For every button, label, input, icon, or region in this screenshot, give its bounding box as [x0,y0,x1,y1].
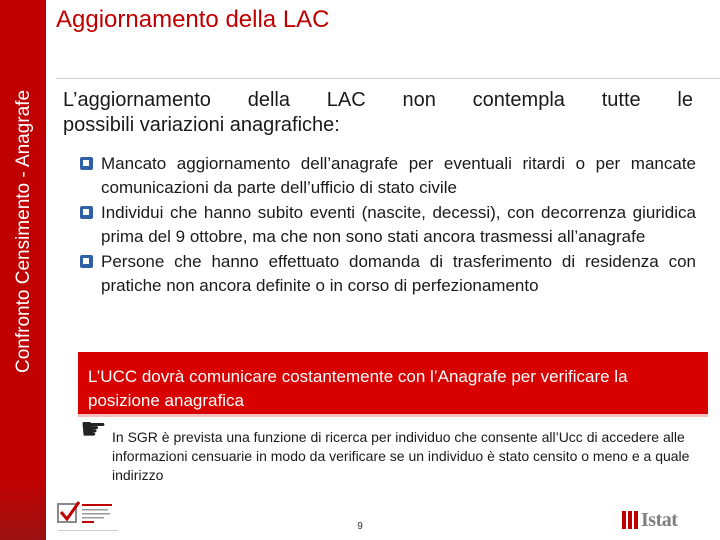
title-divider [56,78,720,79]
intro-line-2: possibili variazioni anagrafiche: [63,114,340,136]
intro-text [63,88,693,138]
highlight-box: L’UCC dovrà comunicare costantemente con l’Anagrafe per verificare la posizione anagrafica [78,352,708,414]
pointing-hand-icon: ☛ [80,413,107,446]
slide-title: Aggiornamento della LAC [56,6,330,33]
bullet-list [80,152,696,299]
intro-line-1: L’aggiornamento della LAC non contempla tutte le [63,89,693,111]
istat-mark-icon [622,511,638,529]
square-bullet-icon [80,206,93,219]
istat-logo-text: Istat [641,508,678,531]
bullet-item [80,250,696,298]
istat-logo [622,508,694,532]
bullet-item [80,152,696,200]
side-label: Confronto Censimento - Anagrafe [13,90,34,374]
side-bar-fade [0,480,46,540]
census-checkbox-logo-icon [52,496,122,540]
bullet-text: Individui che hanno subito eventi (nascite, decessi), con decorrenza giuridica prima del 9 ottobre, ma che non sono stati ancora trasmessi all’anagrafe [101,203,696,246]
highlight-shadow [78,414,708,417]
page-number: 9 [357,521,363,532]
square-bullet-icon [80,157,93,170]
note-text: In SGR è prevista una funzione di ricerca per individuo che consente all’Ucc di accedere alle informazioni censuarie in modo da verificare se un individuo è stato censito o meno e a quale indirizzo [112,429,690,483]
bullet-text: Persone che hanno effettuato domanda di trasferimento di residenza con pratiche non ancora definite o in corso di perfezionamento [101,252,696,295]
bullet-text: Mancato aggiornamento dell’anagrafe per eventuali ritardi o per mancate comunicazioni da parte dell’ufficio di stato civile [101,154,696,197]
square-bullet-icon [80,255,93,268]
bullet-item [80,201,696,249]
